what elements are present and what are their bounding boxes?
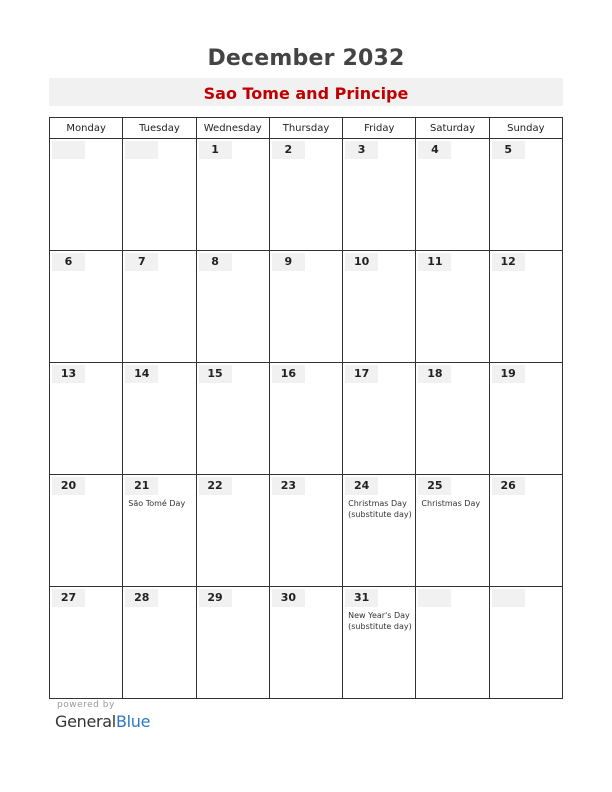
week-row bbox=[50, 587, 563, 699]
day-cell bbox=[343, 251, 416, 363]
day-cell bbox=[489, 587, 562, 699]
week-row bbox=[50, 251, 563, 363]
day-cell bbox=[196, 139, 269, 251]
day-number: 19 bbox=[500, 367, 516, 380]
day-number-box bbox=[125, 141, 158, 159]
weekday-header: Monday bbox=[50, 118, 123, 139]
day-cell bbox=[343, 587, 416, 699]
day-number: 9 bbox=[284, 255, 293, 268]
week-row bbox=[50, 363, 563, 475]
day-number: 6 bbox=[64, 255, 73, 268]
day-cell bbox=[50, 587, 123, 699]
day-cell bbox=[196, 587, 269, 699]
day-number: 5 bbox=[504, 143, 513, 156]
day-number: 14 bbox=[134, 367, 150, 380]
day-number: 1 bbox=[211, 143, 219, 156]
day-cell bbox=[50, 251, 123, 363]
day-number: 25 bbox=[427, 479, 443, 492]
day-number: 20 bbox=[60, 479, 77, 492]
day-number: 7 bbox=[137, 255, 146, 268]
weekday-header: Thursday bbox=[269, 118, 342, 139]
day-cell bbox=[50, 363, 123, 475]
country-title: Sao Tome and Principe bbox=[203, 84, 409, 103]
day-number-box bbox=[492, 589, 525, 607]
weekday-header: Friday bbox=[343, 118, 416, 139]
day-cell bbox=[489, 363, 562, 475]
day-cell bbox=[416, 251, 489, 363]
brand-blue-text: Blue bbox=[115, 712, 151, 731]
holiday-label: New Year's Day (substitute day) bbox=[348, 611, 412, 631]
weekday-header-row bbox=[50, 118, 563, 139]
day-cell bbox=[123, 251, 196, 363]
day-cell bbox=[269, 139, 342, 251]
day-cell bbox=[416, 139, 489, 251]
day-number: 31 bbox=[353, 591, 370, 604]
day-cell bbox=[416, 587, 489, 699]
day-cell bbox=[343, 139, 416, 251]
day-number: 30 bbox=[280, 591, 296, 604]
day-number: 13 bbox=[60, 367, 77, 380]
day-cell bbox=[343, 363, 416, 475]
day-number-box bbox=[52, 141, 85, 159]
weekday-header: Saturday bbox=[416, 118, 489, 139]
weekday-header: Wednesday bbox=[196, 118, 269, 139]
day-cell bbox=[196, 251, 269, 363]
day-number: 28 bbox=[134, 591, 150, 604]
day-number: 11 bbox=[427, 255, 443, 268]
holiday-label: Christmas Day bbox=[421, 499, 481, 508]
day-cell bbox=[489, 251, 562, 363]
month-title: December 2032 bbox=[207, 46, 405, 71]
day-number: 4 bbox=[431, 143, 439, 156]
day-cell bbox=[50, 139, 123, 251]
brand-general-text: General bbox=[55, 712, 116, 731]
week-row bbox=[50, 475, 563, 587]
day-cell bbox=[489, 475, 562, 587]
day-cell bbox=[123, 587, 196, 699]
calendar-grid bbox=[49, 117, 563, 699]
day-cell bbox=[123, 139, 196, 251]
day-cell bbox=[269, 251, 342, 363]
day-number: 2 bbox=[284, 143, 293, 156]
day-cell bbox=[50, 475, 123, 587]
powered-by-label: powered by bbox=[57, 700, 115, 710]
day-cell bbox=[196, 363, 269, 475]
day-number: 10 bbox=[353, 255, 370, 268]
day-cell bbox=[196, 475, 269, 587]
day-cell bbox=[269, 475, 342, 587]
day-cell bbox=[416, 363, 489, 475]
day-number: 27 bbox=[60, 591, 77, 604]
day-number: 3 bbox=[357, 143, 366, 156]
weekday-header: Tuesday bbox=[123, 118, 196, 139]
day-number: 18 bbox=[427, 367, 443, 380]
day-number: 12 bbox=[500, 255, 516, 268]
day-cell bbox=[123, 475, 196, 587]
holiday-label: Christmas Day (substitute day) bbox=[348, 499, 412, 519]
day-cell bbox=[489, 139, 562, 251]
holiday-label: São Tomé Day bbox=[128, 499, 186, 508]
day-number-box bbox=[418, 589, 451, 607]
day-number: 22 bbox=[207, 479, 223, 492]
day-number: 17 bbox=[353, 367, 370, 380]
day-number: 24 bbox=[353, 479, 370, 492]
day-number: 29 bbox=[207, 591, 223, 604]
day-number: 23 bbox=[280, 479, 296, 492]
weekday-header: Sunday bbox=[489, 118, 562, 139]
day-number: 21 bbox=[134, 479, 150, 492]
day-cell bbox=[416, 475, 489, 587]
day-cell bbox=[269, 587, 342, 699]
day-cell bbox=[343, 475, 416, 587]
day-cell bbox=[123, 363, 196, 475]
day-cell bbox=[269, 363, 342, 475]
week-row bbox=[50, 139, 563, 251]
generalblue-logo[interactable] bbox=[55, 712, 150, 731]
day-number: 8 bbox=[211, 255, 219, 268]
day-number: 26 bbox=[500, 479, 516, 492]
day-number: 16 bbox=[280, 367, 296, 380]
day-number: 15 bbox=[207, 367, 223, 380]
